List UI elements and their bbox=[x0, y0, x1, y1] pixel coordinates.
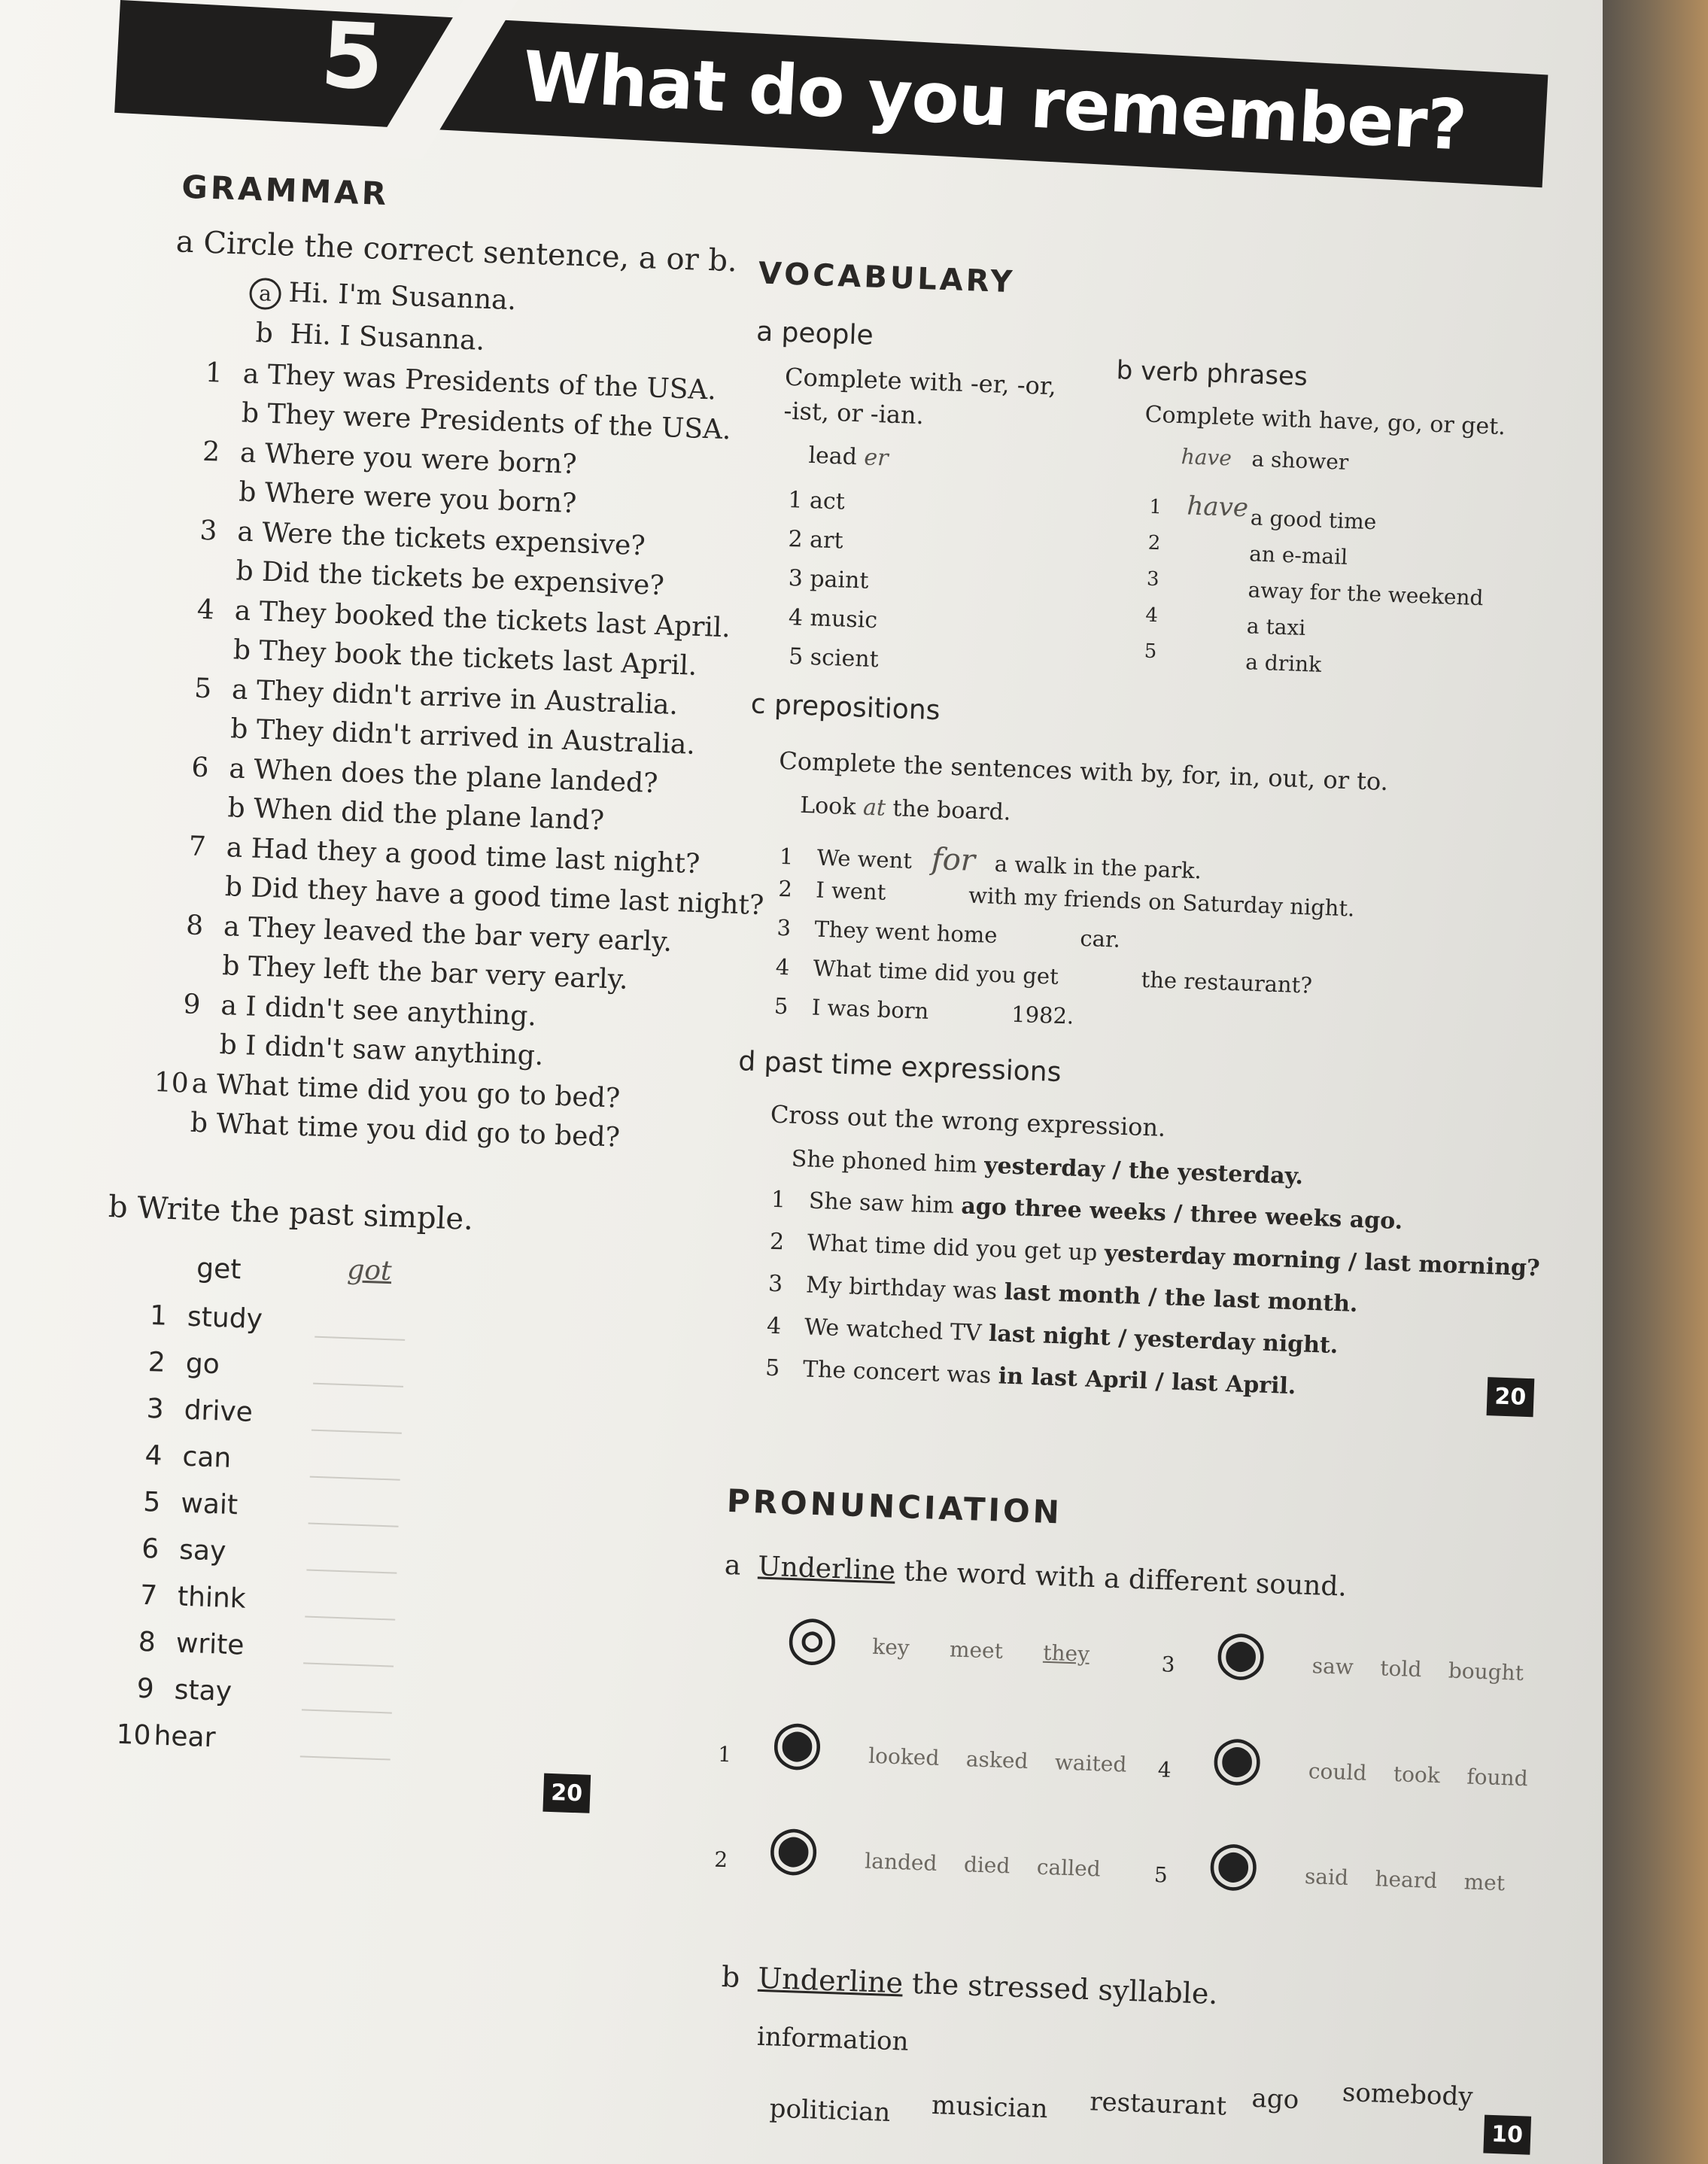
grammar-item-number: 5 bbox=[193, 673, 212, 705]
past-simple-number: 8 bbox=[138, 1626, 157, 1658]
answer-line bbox=[302, 1709, 392, 1713]
past-simple-verb: drive bbox=[184, 1394, 254, 1428]
grammar-sentence-a: When does the plane landed? bbox=[253, 754, 659, 800]
option-letter-b: b bbox=[241, 397, 269, 430]
desk-background bbox=[1603, 0, 1708, 2164]
pron-example-word-2: meet bbox=[949, 1637, 1004, 1664]
circled-a-mark: a bbox=[249, 278, 281, 310]
stress-word: somebody bbox=[1342, 2077, 1474, 2112]
vocab-d-options: ago three weeks / three weeks ago. bbox=[960, 1193, 1403, 1235]
grammar-item-number: 2 bbox=[202, 436, 220, 468]
option-letter-b: b bbox=[224, 871, 252, 904]
vocab-a-title: a people bbox=[755, 316, 874, 351]
answer-line bbox=[313, 1383, 403, 1387]
grammar-item-number: 4 bbox=[196, 594, 215, 626]
past-simple-verb: study bbox=[187, 1301, 263, 1336]
vocab-b-text: a taxi bbox=[1246, 613, 1306, 641]
past-simple-verb: can bbox=[181, 1441, 232, 1474]
option-letter-b: b bbox=[219, 1029, 246, 1062]
grammar-item-b bbox=[241, 398, 731, 446]
vocab-d-item bbox=[767, 1271, 1358, 1318]
vocab-d-start: We watched TV bbox=[804, 1314, 983, 1347]
option-letter-a: a bbox=[239, 437, 266, 470]
grammar-item-a bbox=[194, 673, 679, 721]
vocab-b-text: a good time bbox=[1250, 505, 1377, 535]
pron-example-word-1: key bbox=[871, 1634, 910, 1661]
vocab-b-text: a drink bbox=[1245, 649, 1322, 677]
grammar-item-b bbox=[239, 476, 577, 519]
pron-word: died bbox=[963, 1852, 1011, 1879]
pron-row-words bbox=[1311, 1653, 1524, 1685]
option-letter-a: a bbox=[220, 990, 247, 1023]
vocab-c-end: with my friends on Saturday night. bbox=[968, 882, 1355, 922]
vocab-d-example-options: yesterday / the yesterday. bbox=[983, 1152, 1304, 1190]
vocab-b-text: an e-mail bbox=[1248, 541, 1348, 570]
grammar-score-box: 20 bbox=[542, 1773, 590, 1813]
pronunciation-heading: PRONUNCIATION bbox=[726, 1482, 1063, 1531]
grammar-sentence-b: When did the plane land? bbox=[253, 793, 605, 837]
grammar-item-b bbox=[190, 1108, 620, 1153]
grammar-sentence-b: They left the bar very early. bbox=[248, 951, 629, 995]
vocab-c-number: 4 bbox=[775, 953, 790, 980]
grammar-sentence-b: I didn't saw anything. bbox=[245, 1030, 544, 1072]
grammar-item-b bbox=[222, 950, 629, 995]
sound-picture-icon: ◉ bbox=[1213, 1615, 1269, 1688]
vocab-b-number: 2 bbox=[1147, 531, 1161, 555]
pron-row-number: 2 bbox=[713, 1846, 728, 1873]
grammar-item-number: 1 bbox=[205, 357, 223, 389]
vocab-c-end: 1982. bbox=[1011, 1001, 1074, 1029]
grammar-item-a bbox=[199, 515, 646, 562]
example-sentence-b: Hi. I Susanna. bbox=[289, 318, 485, 357]
stress-word: restaurant bbox=[1089, 2086, 1227, 2122]
pron-a-instruction-rest: the word with a different sound. bbox=[903, 1556, 1348, 1603]
vocab-a-item: 1 act bbox=[787, 486, 846, 515]
vocab-c-end: car. bbox=[1079, 925, 1121, 953]
pron-row-words bbox=[1308, 1758, 1528, 1791]
vocab-a-item: 4 music bbox=[788, 604, 878, 634]
answer-gap bbox=[1058, 984, 1141, 987]
grammar-item-b bbox=[232, 634, 697, 681]
grammar-item-a bbox=[183, 989, 537, 1032]
answer-line bbox=[312, 1430, 402, 1434]
vocab-c-example-start: Look bbox=[799, 792, 857, 821]
vocab-a-item: 5 scient bbox=[788, 643, 880, 673]
pron-a-instruction bbox=[724, 1550, 1347, 1603]
vocab-d-start: She saw him bbox=[808, 1187, 955, 1220]
past-simple-example-answer: got bbox=[346, 1254, 393, 1287]
past-simple-item bbox=[141, 1533, 226, 1567]
vocab-b-instruction: Complete with have, go, or get. bbox=[1144, 401, 1506, 441]
vocab-d-item bbox=[770, 1187, 1403, 1235]
vocab-c-example-end: the board. bbox=[892, 795, 1011, 826]
vocab-c-title: c prepositions bbox=[750, 688, 941, 727]
sound-picture-icon: ◉ bbox=[1206, 1826, 1262, 1898]
pron-word: landed bbox=[864, 1848, 938, 1876]
grammar-example-a bbox=[249, 276, 517, 318]
grammar-a-instruction: a Circle the correct sentence, a or b. bbox=[175, 224, 738, 279]
vocab-a-instruction-2: -ist, or -ian. bbox=[783, 396, 925, 430]
past-simple-verb: think bbox=[177, 1581, 247, 1615]
past-simple-example-word: get bbox=[196, 1253, 242, 1286]
sound-picture-example: ◎ bbox=[785, 1600, 840, 1673]
option-letter-b: b bbox=[232, 634, 260, 667]
vocab-d-number: 3 bbox=[767, 1270, 783, 1298]
past-simple-number: 3 bbox=[146, 1393, 165, 1425]
grammar-item-number: 10 bbox=[153, 1067, 190, 1099]
vocab-b-number: 1 bbox=[1148, 495, 1162, 519]
grammar-item-number: 9 bbox=[182, 989, 202, 1021]
page-title: What do you remember? bbox=[521, 36, 1469, 166]
pron-word: told bbox=[1379, 1655, 1422, 1682]
option-letter-a: a bbox=[236, 516, 263, 549]
grammar-sentence-b: What time you did go to bed? bbox=[215, 1108, 621, 1153]
option-letter-a: a bbox=[242, 358, 269, 391]
vocabulary-score-box: 20 bbox=[1487, 1377, 1534, 1417]
pron-word: called bbox=[1036, 1854, 1102, 1882]
option-letter-b: b bbox=[235, 555, 263, 588]
pron-example-words bbox=[872, 1634, 1090, 1667]
vocab-c-number: 5 bbox=[773, 992, 789, 1020]
grammar-item-a bbox=[153, 1067, 621, 1114]
vocab-c-start: We went bbox=[816, 844, 913, 874]
grammar-item-b bbox=[219, 1029, 544, 1071]
past-simple-number: 10 bbox=[115, 1719, 152, 1752]
grammar-item-b bbox=[236, 555, 664, 601]
grammar-item-number: 8 bbox=[185, 910, 204, 942]
pron-word: looked bbox=[868, 1743, 940, 1770]
option-letter-a: a bbox=[191, 1068, 217, 1100]
vocab-c-start: What time did you get bbox=[813, 955, 1059, 989]
answer-line bbox=[306, 1569, 397, 1573]
grammar-sentence-b: Did they have a good time last night? bbox=[250, 872, 764, 922]
vocab-c-number: 2 bbox=[777, 875, 793, 902]
option-letter-b: b bbox=[226, 792, 254, 825]
pron-b-example: information bbox=[756, 2021, 910, 2057]
option-letter-b: b bbox=[221, 950, 249, 983]
vocab-d-start: What time did you get up bbox=[807, 1229, 1098, 1266]
vocab-a-example-answer: er bbox=[863, 444, 889, 472]
vocab-d-item bbox=[769, 1229, 1540, 1282]
past-simple-item bbox=[144, 1440, 232, 1474]
pron-word: found bbox=[1466, 1764, 1529, 1792]
pron-word: heard bbox=[1374, 1866, 1438, 1894]
grammar-item-b bbox=[227, 792, 605, 836]
vocab-c-handwritten-answer: for bbox=[931, 841, 976, 878]
vocab-c-start: I went bbox=[815, 877, 886, 905]
pron-word: said bbox=[1304, 1864, 1349, 1891]
pron-b-instruction-rest: the stressed syllable. bbox=[911, 1966, 1219, 2011]
answer-gap bbox=[997, 943, 1080, 946]
grammar-sentence-b: Where were you born? bbox=[264, 477, 577, 520]
vocab-c-end: the restaurant? bbox=[1141, 966, 1313, 998]
pron-b-underline-word: Underline bbox=[757, 1961, 904, 2000]
grammar-example-b: b Hi. I Susanna. bbox=[255, 318, 485, 357]
grammar-item-a bbox=[186, 910, 673, 958]
grammar-sentence-b: They were Presidents of the USA. bbox=[266, 398, 732, 446]
past-simple-item bbox=[143, 1487, 239, 1521]
grammar-sentence-a: Where you were born? bbox=[264, 438, 578, 481]
vocab-d-start: The concert was bbox=[802, 1356, 992, 1390]
past-simple-item bbox=[136, 1673, 232, 1707]
vocab-b-example bbox=[1181, 444, 1349, 475]
past-simple-verb: wait bbox=[180, 1488, 239, 1521]
past-simple-number: 4 bbox=[144, 1439, 163, 1472]
past-simple-item bbox=[116, 1719, 216, 1754]
sound-picture-icon: ◉ bbox=[766, 1811, 822, 1883]
grammar-item-b bbox=[230, 713, 696, 761]
option-letter-a: a bbox=[223, 911, 249, 944]
sound-picture-icon: ◉ bbox=[1209, 1721, 1265, 1794]
example-sentence-a: Hi. I'm Susanna. bbox=[287, 277, 517, 317]
vocab-c-item bbox=[775, 954, 1312, 998]
vocab-a-item: 3 paint bbox=[788, 565, 870, 594]
vocab-b-number: 3 bbox=[1146, 567, 1160, 591]
pron-row-number: 1 bbox=[717, 1741, 732, 1767]
pron-word: bought bbox=[1448, 1658, 1524, 1686]
vocab-a-instruction-1: Complete with -er, -or, bbox=[784, 362, 1057, 401]
vocabulary-heading: VOCABULARY bbox=[758, 256, 1017, 300]
vocab-d-start: My birthday was bbox=[805, 1272, 998, 1305]
vocab-c-example bbox=[800, 792, 1011, 826]
unit-number: 5 bbox=[318, 3, 387, 111]
pron-row-number: 3 bbox=[1161, 1652, 1176, 1677]
grammar-sentence-a: They leaved the bar very early. bbox=[248, 912, 673, 958]
pron-b-instruction bbox=[721, 1960, 1218, 2011]
option-letter-b: b bbox=[190, 1107, 217, 1139]
vocab-b-title: b verb phrases bbox=[1116, 355, 1308, 392]
option-letter-b: b bbox=[238, 476, 266, 509]
pron-row-words bbox=[868, 1743, 1127, 1777]
vocab-d-number: 4 bbox=[766, 1312, 782, 1340]
answer-line bbox=[303, 1662, 394, 1667]
pron-row-number: 4 bbox=[1157, 1757, 1172, 1783]
pron-word: saw bbox=[1311, 1653, 1354, 1680]
vocab-d-example-start: She phoned him bbox=[791, 1145, 978, 1179]
vocab-d-item bbox=[767, 1313, 1339, 1359]
vocab-d-options: last month / the last month. bbox=[1004, 1278, 1359, 1318]
vocab-c-example-answer: at bbox=[862, 794, 886, 822]
grammar-item-a bbox=[191, 752, 658, 800]
past-simple-verb: write bbox=[175, 1628, 245, 1661]
past-simple-verb: go bbox=[185, 1348, 220, 1381]
vocab-c-item bbox=[777, 915, 1120, 953]
vocab-c-start: They went home bbox=[813, 916, 998, 949]
answer-line bbox=[315, 1336, 405, 1341]
option-letter-a: a bbox=[231, 674, 257, 707]
grammar-item-number: 6 bbox=[190, 752, 210, 784]
past-simple-number: 9 bbox=[136, 1673, 155, 1705]
past-simple-verb: hear bbox=[153, 1720, 217, 1754]
vocab-d-title: d past time expressions bbox=[737, 1046, 1062, 1089]
grammar-sentence-b: They book the tickets last April. bbox=[258, 635, 697, 682]
grammar-item-number: 3 bbox=[199, 515, 218, 547]
vocab-d-number: 5 bbox=[764, 1354, 780, 1382]
grammar-sentence-a: They booked the tickets last April. bbox=[259, 596, 731, 644]
stress-word: musician bbox=[931, 2090, 1049, 2125]
pron-example-word-3: they bbox=[1042, 1640, 1090, 1667]
grammar-sentence-a: They was Presidents of the USA. bbox=[267, 359, 717, 406]
vocab-c-item bbox=[773, 993, 1074, 1029]
answer-line bbox=[310, 1476, 400, 1481]
vocab-a-example-stem: lead bbox=[807, 442, 858, 471]
pron-word: took bbox=[1393, 1761, 1441, 1789]
vocab-c-item bbox=[778, 876, 1355, 922]
pron-word: waited bbox=[1054, 1749, 1127, 1777]
past-simple-item bbox=[138, 1627, 245, 1661]
vocab-b-text: away for the weekend bbox=[1248, 577, 1484, 611]
grammar-sentence-a: What time did you go to bed? bbox=[216, 1068, 621, 1114]
vocab-d-instruction: Cross out the wrong expression. bbox=[770, 1099, 1166, 1142]
pron-row-words bbox=[865, 1849, 1101, 1882]
pron-a-underline-word: Underline bbox=[757, 1551, 896, 1587]
vocab-d-number: 2 bbox=[769, 1228, 785, 1256]
pron-row-number: 5 bbox=[1153, 1862, 1169, 1888]
vocab-a-example bbox=[808, 442, 889, 472]
pronunciation-score-box: 10 bbox=[1483, 2115, 1530, 2155]
pron-word: met bbox=[1463, 1869, 1506, 1896]
grammar-sentence-a: Had they a good time last night? bbox=[251, 833, 701, 880]
vocab-b-number: 5 bbox=[1144, 640, 1157, 664]
option-letter-a: a bbox=[228, 753, 255, 786]
past-simple-verb: say bbox=[178, 1534, 227, 1567]
pron-word: could bbox=[1308, 1758, 1367, 1786]
grammar-item-a bbox=[202, 436, 577, 480]
answer-gap bbox=[886, 900, 968, 903]
past-simple-number: 5 bbox=[142, 1486, 162, 1518]
vocab-b-handwritten-answer: have bbox=[1186, 491, 1249, 524]
past-simple-number: 7 bbox=[139, 1579, 158, 1612]
vocab-d-example bbox=[791, 1146, 1303, 1190]
stress-word: politician bbox=[769, 2093, 892, 2128]
vocab-b-number: 4 bbox=[1144, 603, 1159, 628]
vocab-d-number: 1 bbox=[770, 1186, 786, 1214]
grammar-sentence-b: They didn't arrived in Australia. bbox=[256, 714, 696, 761]
answer-line bbox=[308, 1523, 399, 1527]
vocab-b-example-answer: have bbox=[1181, 444, 1232, 471]
grammar-sentence-a: They didn't arrive in Australia. bbox=[256, 675, 679, 722]
past-simple-number: 6 bbox=[141, 1533, 160, 1565]
option-letter-a: a bbox=[226, 832, 252, 865]
pron-row-words bbox=[1304, 1864, 1505, 1895]
vocab-c-start: I was born bbox=[811, 994, 929, 1024]
grammar-sentence-b: Did the tickets be expensive? bbox=[261, 556, 665, 602]
pron-b-letter: b bbox=[721, 1960, 740, 1994]
option-letter-b: b bbox=[229, 713, 257, 746]
grammar-heading: GRAMMAR bbox=[181, 168, 390, 213]
past-simple-item bbox=[147, 1347, 220, 1380]
vocab-d-options: last night / yesterday night. bbox=[988, 1320, 1339, 1360]
stress-word: ago bbox=[1251, 2083, 1299, 2115]
pron-a-letter: a bbox=[724, 1549, 742, 1582]
pron-word: asked bbox=[965, 1746, 1029, 1774]
answer-gap bbox=[928, 1019, 1011, 1022]
vocab-d-item bbox=[765, 1355, 1296, 1400]
sound-picture-icon: ◉ bbox=[770, 1706, 825, 1778]
vocab-c-end: a walk in the park. bbox=[994, 850, 1202, 884]
grammar-sentence-a: Were the tickets expensive? bbox=[261, 517, 646, 562]
grammar-item-number: 7 bbox=[188, 831, 207, 863]
grammar-b-instruction: b Write the past simple. bbox=[108, 1190, 474, 1237]
vocab-c-number: 1 bbox=[779, 843, 794, 870]
past-simple-number: 1 bbox=[149, 1300, 168, 1332]
vocab-d-options: in last April / last April. bbox=[998, 1363, 1296, 1400]
past-simple-verb: stay bbox=[174, 1674, 232, 1708]
past-simple-item bbox=[146, 1394, 253, 1428]
vocab-b-example-text: a shower bbox=[1251, 446, 1349, 475]
grammar-sentence-a: I didn't see anything. bbox=[245, 991, 537, 1032]
option-letter-a: a bbox=[234, 595, 260, 628]
past-simple-number: 2 bbox=[147, 1346, 166, 1378]
answer-line bbox=[300, 1755, 391, 1760]
past-simple-item bbox=[149, 1300, 263, 1335]
answer-line bbox=[305, 1615, 395, 1620]
answer-gap bbox=[911, 841, 995, 879]
vocab-c-number: 3 bbox=[777, 914, 792, 941]
vocab-c-instruction: Complete the sentences with by, for, in, out, or to. bbox=[778, 746, 1389, 797]
vocab-d-options: yesterday morning / last morning? bbox=[1104, 1240, 1541, 1282]
vocab-a-item: 2 art bbox=[788, 526, 844, 555]
past-simple-item bbox=[139, 1580, 246, 1615]
